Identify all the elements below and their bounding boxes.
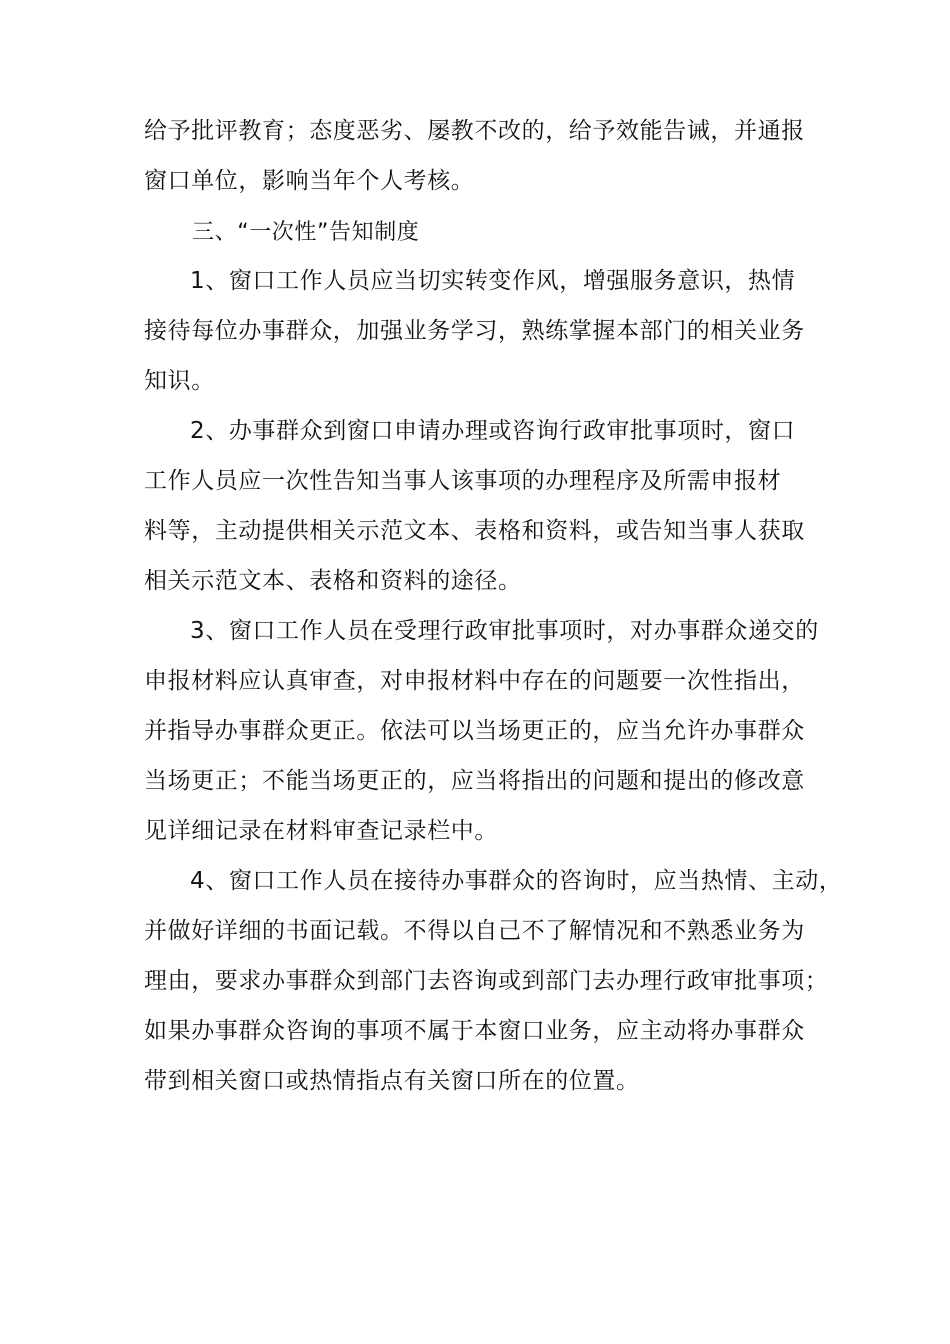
paragraph-line: 接待每位办事群众，加强业务学习，熟练掌握本部门的相关业务: [144, 318, 805, 344]
paragraph-line: 工作人员应一次性告知当事人该事项的办理程序及所需申报材: [144, 468, 782, 494]
paragraph-line: 相关示范文本、表格和资料的途径。: [144, 568, 522, 594]
paragraph-line: 3、窗口工作人员在受理行政审批事项时，对办事群众递交的: [190, 618, 819, 644]
paragraph-line: 并指导办事群众更正。依法可以当场更正的，应当允许办事群众: [144, 718, 805, 744]
paragraph-line: 带到相关窗口或热情指点有关窗口所在的位置。: [144, 1068, 640, 1094]
paragraph-line: 4、窗口工作人员在接待办事群众的咨询时，应当热情、主动，: [190, 868, 843, 894]
paragraph-line: 给予批评教育；态度恶劣、屡教不改的，给予效能告诫，并通报: [144, 118, 805, 144]
paragraph-line: 并做好详细的书面记载。不得以自己不了解情况和不熟悉业务为: [144, 918, 805, 944]
paragraph-line: 如果办事群众咨询的事项不属于本窗口业务，应主动将办事群众: [144, 1018, 805, 1044]
paragraph-line: 料等，主动提供相关示范文本、表格和资料，或告知当事人获取: [144, 518, 805, 544]
paragraph-line: 申报材料应认真审查，对申报材料中存在的问题要一次性指出，: [144, 668, 805, 694]
paragraph-line: 知识。: [144, 368, 215, 394]
paragraph-line: 当场更正；不能当场更正的，应当将指出的问题和提出的修改意: [144, 768, 805, 794]
paragraph-line: 理由，要求办事群众到部门去咨询或到部门去办理行政审批事项；: [144, 968, 829, 994]
paragraph-line: 1、窗口工作人员应当切实转变作风，增强服务意识，热情: [190, 268, 796, 294]
paragraph-line: 见详细记录在材料审查记录栏中。: [144, 818, 498, 844]
paragraph-line: 窗口单位，影响当年个人考核。: [144, 168, 475, 194]
paragraph-line: 2、办事群众到窗口申请办理或咨询行政审批事项时，窗口: [190, 418, 796, 444]
section-heading: 三、“一次性”告知制度: [192, 220, 420, 245]
